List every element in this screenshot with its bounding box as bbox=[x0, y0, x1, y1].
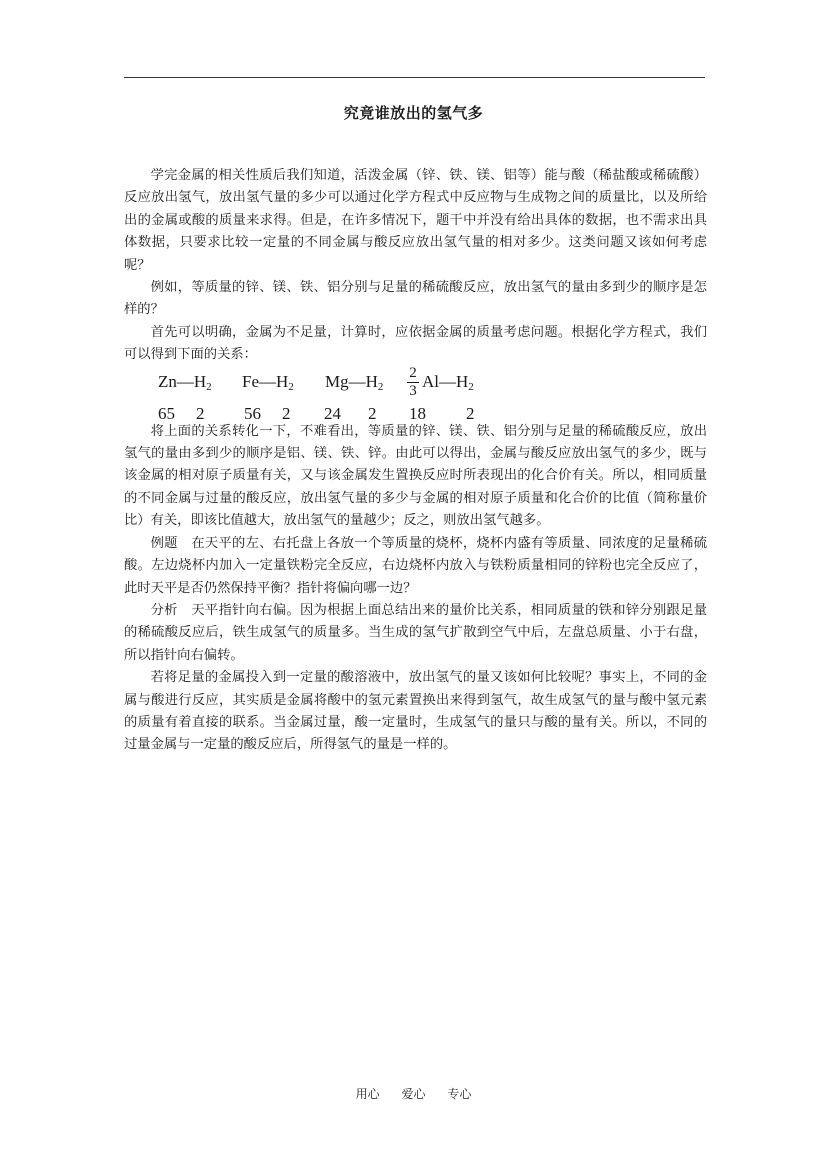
footer-text: 专心 bbox=[447, 1087, 472, 1101]
paragraph-intro: 学完金属的相关性质后我们知道，活泼金属（锌、铁、镁、铝等）能与酸（稀盐酸或稀硫酸）反应放出氢气，放出氢气量的多少可以通过化学方程式中反应物与生成物之间的质量比，以及所给出的金属或酸的质量来求得。但是，在许多情况下，题干中并没有给出具体的数据，也不需求出具体数据，只要求比较一定量的不同金属与酸反应放出氢气量的相对多少。这类问题又该如何考虑呢？ bbox=[124, 168, 707, 273]
mass-fe: 56 bbox=[244, 403, 261, 423]
article-body bbox=[124, 165, 707, 757]
formula-mg: $Mg—H_2$ bbox=[325, 371, 384, 393]
mass-zn: 65 bbox=[158, 403, 175, 423]
mass-mg: 24 bbox=[324, 403, 341, 423]
paragraph-conclusion: 将上面的关系转化一下，不难看出，等质量的锌、镁、铁、铝分别与足量的稀硫酸反应，放出氢气的量由多到少的顺序是铝、镁、铁、锌。由此可以得出，金属与酸反应放出氢气的多少，既与该金属的相对原子质量有关，又与该金属发生置换反应时所表现出的化合价有关。所以，相同质量的不同金属与过量的酸反应，放出氢气量的多少与金属的相对原子质量和化合价的比值（简称量价比）有关，即该比值越大，放出氢气的量越少；反之，则放出氢气越多。 bbox=[124, 423, 707, 529]
mass-al: 18 bbox=[409, 403, 426, 423]
footer-text: 用心 bbox=[355, 1087, 380, 1101]
page-title: 究竟谁放出的氢气多 bbox=[343, 104, 484, 122]
formula-al: $Al—H_2$ bbox=[422, 371, 474, 393]
paragraph-analysis: 分析 天平指针向右偏。因为根据上面总结出来的量价比关系，相同质量的铁和锌分别跟足量的稀硫酸反应后，铁生成氢气的质量多。当生成的氢气扩散到空气中后，左盘总质量、小于右盘，所以指针向右偏转。 bbox=[124, 602, 707, 663]
mass-h2-zn: 2 bbox=[196, 403, 205, 423]
fraction-two-thirds: $\frac{2}{3}$ bbox=[407, 366, 419, 399]
formula-zn: $Zn—H_2$ bbox=[158, 371, 212, 393]
mass-h2-al: 2 bbox=[466, 403, 475, 423]
formula-fe: $Fe—H_2$ bbox=[242, 371, 294, 393]
page-footer bbox=[0, 1085, 827, 1102]
relation-formula bbox=[124, 364, 707, 423]
paragraph-example: 例如，等质量的锌、镁、铁、铝分别与足量的稀硫酸反应，放出氢气的量由多到少的顺序是怎样的？ bbox=[124, 280, 707, 318]
mass-h2-fe: 2 bbox=[282, 403, 291, 423]
footer-text: 爱心 bbox=[401, 1087, 426, 1101]
paragraph-method: 首先可以明确，金属为不足量，计算时，应依据金属的质量考虑问题。根据化学方程式，我们可以得到下面的关系： bbox=[124, 324, 707, 363]
header-rule bbox=[124, 77, 705, 78]
mass-h2-mg: 2 bbox=[368, 403, 377, 423]
paragraph-question: 例题 在天平的左、右托盘上各放一个等质量的烧杯，烧杯内盛有等质量、同浓度的足量稀硫酸。左边烧杯内加入一定量铁粉完全反应，右边烧杯内放入与铁粉质量相同的锌粉也完全反应了，此时天平是否仍然保持平衡？指针将偏向哪一边？ bbox=[124, 535, 707, 596]
paragraph-excess-metal: 若将足量的金属投入到一定量的酸溶液中，放出氢气的量又该如何比较呢？事实上，不同的金属与酸进行反应，其实质是金属将酸中的氢元素置换出来得到氢气，故生成氢气的量与酸中氢元素的质量有着直接的联系。当金属过量，酸一定量时，生成氢气的量只与酸的量有关。所以，不同的过量金属与一定量的酸反应后，所得氢气的量是一样的。 bbox=[124, 670, 707, 753]
